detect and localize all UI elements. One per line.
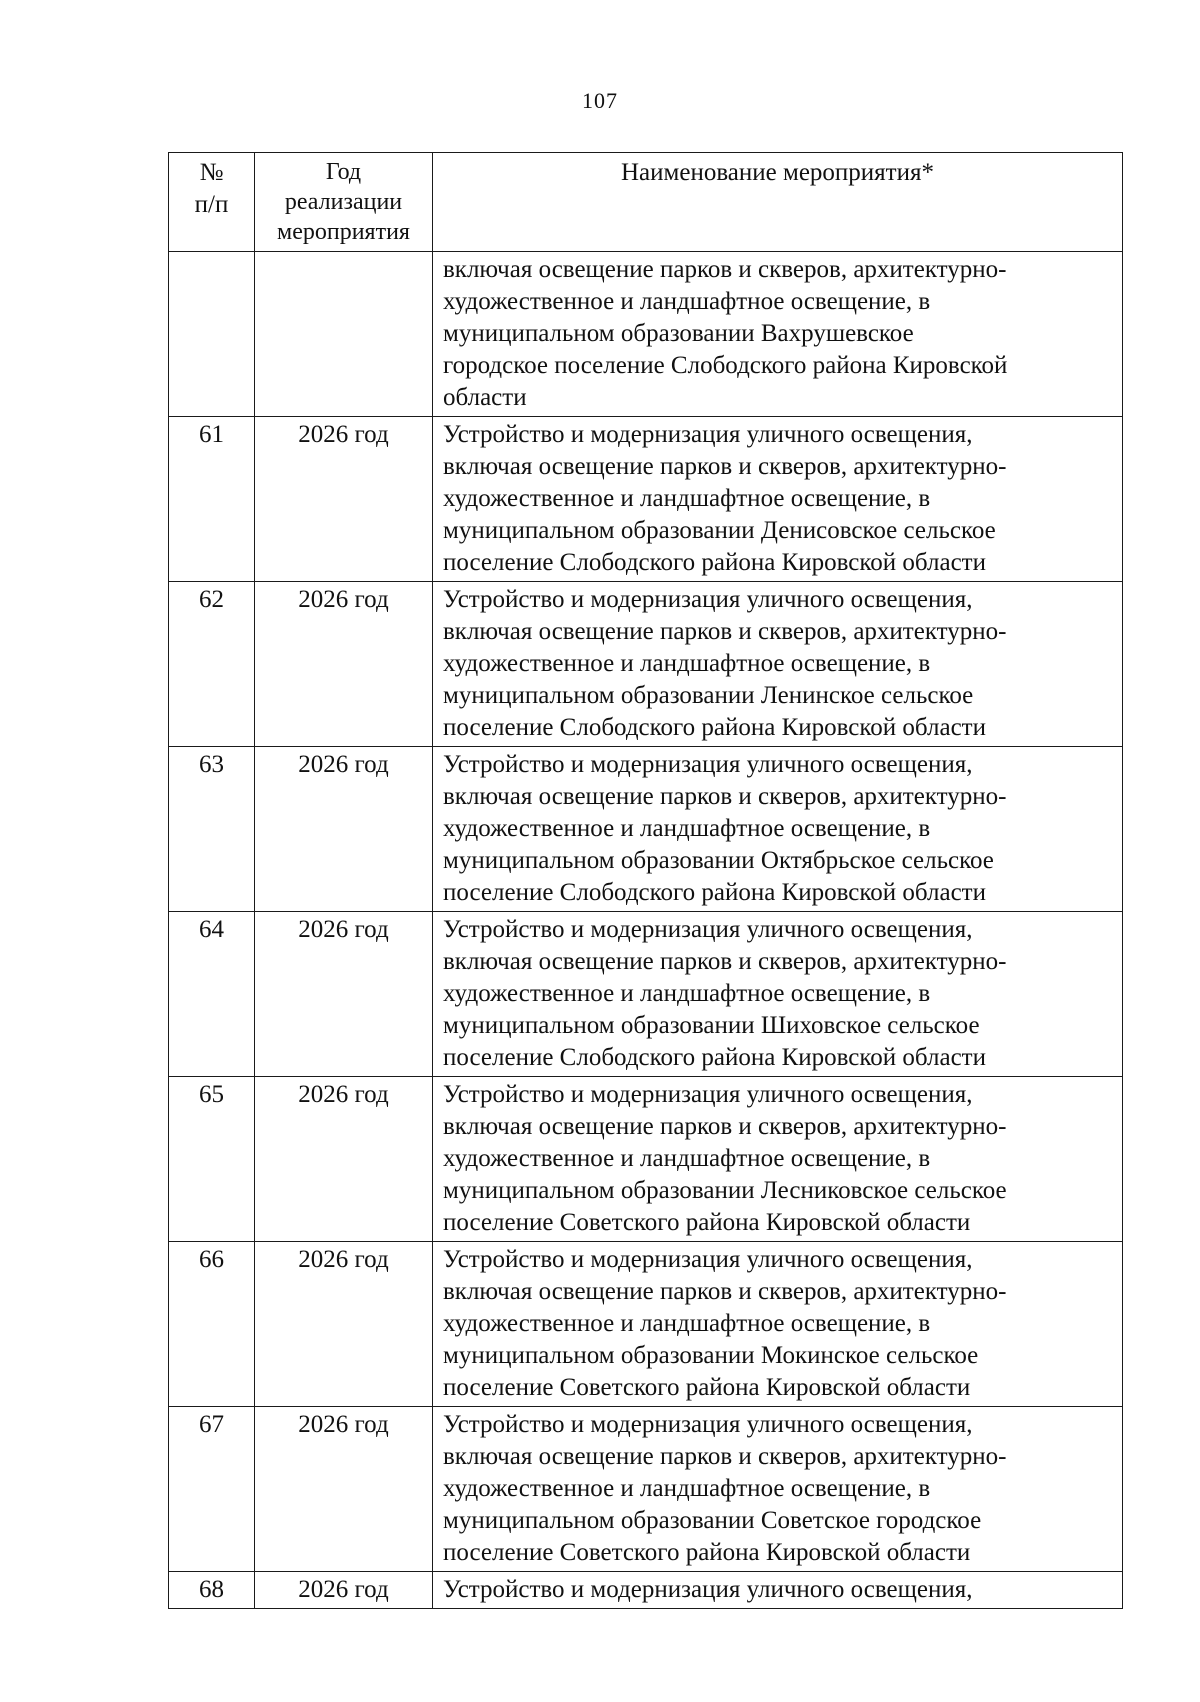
row-measure-name: Устройство и модернизация уличного освещения, включая освещение парков и скверов, архитектурно- художественное и ландшафтное освещение, в муниципальном образовании Ленинское сельское поселение Слободского района Кировской области [433,582,1123,747]
row-measure-name: Устройство и модернизация уличного освещения, включая освещение парков и скверов, архитектурно- художественное и ландшафтное освещение, в муниципальном образовании Советское городское поселение Советского района Кировской области [433,1407,1123,1572]
row-number: 63 [169,747,255,912]
row-year: 2026 год [255,1407,433,1572]
row-number: 67 [169,1407,255,1572]
row-number: 64 [169,912,255,1077]
row-measure-name: Устройство и модернизация уличного освещения, включая освещение парков и скверов, архитектурно- художественное и ландшафтное освещение, в муниципальном образовании Шиховское сельское поселение Слободского района Кировской области [433,912,1123,1077]
header-measure-name: Наименование мероприятия* [433,153,1123,252]
table-row [169,1407,1123,1572]
row-measure-name: Устройство и модернизация уличного освещения, включая освещение парков и скверов, архитектурно- художественное и ландшафтное освещение, в муниципальном образовании Денисовское сельское поселение Слободского района Кировской области [433,417,1123,582]
measures-table [168,152,1123,1609]
row-year: 2026 год [255,912,433,1077]
row-number: 65 [169,1077,255,1242]
row-number: 66 [169,1242,255,1407]
page-number: 107 [582,88,618,113]
row-measure-name: Устройство и модернизация уличного освещения, включая освещение парков и скверов, архитектурно- художественное и ландшафтное освещение, в муниципальном образовании Лесниковское сельское поселение Советского района Кировской области [433,1077,1123,1242]
row-year: 2026 год [255,1077,433,1242]
table-row [169,417,1123,582]
row-year: 2026 год [255,747,433,912]
row-number: 62 [169,582,255,747]
table-row [169,1242,1123,1407]
header-number: № п/п [169,153,255,252]
table-row-partial [169,1572,1123,1609]
row-number [169,252,255,417]
table-row [169,582,1123,747]
row-measure-name: Устройство и модернизация уличного освещения, включая освещение парков и скверов, архитектурно- художественное и ландшафтное освещение, в муниципальном образовании Октябрьское сельское поселение Слободского района Кировской области [433,747,1123,912]
table-row [169,912,1123,1077]
table-row-continuation [169,252,1123,417]
row-year: 2026 год [255,417,433,582]
table-row [169,747,1123,912]
header-year: Год реализации мероприятия [255,153,433,252]
row-number: 61 [169,417,255,582]
header-row [169,153,1123,252]
row-measure-name: включая освещение парков и скверов, архитектурно- художественное и ландшафтное освещение, в муниципальном образовании Вахрушевское городское поселение Слободского района Кировской области [433,252,1123,417]
row-year: 2026 год [255,1572,433,1609]
table-header [169,153,1123,252]
row-number: 68 [169,1572,255,1609]
row-measure-name: Устройство и модернизация уличного освещения, включая освещение парков и скверов, архитектурно- художественное и ландшафтное освещение, в муниципальном образовании Мокинское сельское поселение Советского района Кировской области [433,1242,1123,1407]
row-year: 2026 год [255,582,433,747]
table-body [169,252,1123,1609]
row-year: 2026 год [255,1242,433,1407]
row-year [255,252,433,417]
row-measure-name: Устройство и модернизация уличного освещения, [433,1572,1123,1609]
table-row [169,1077,1123,1242]
